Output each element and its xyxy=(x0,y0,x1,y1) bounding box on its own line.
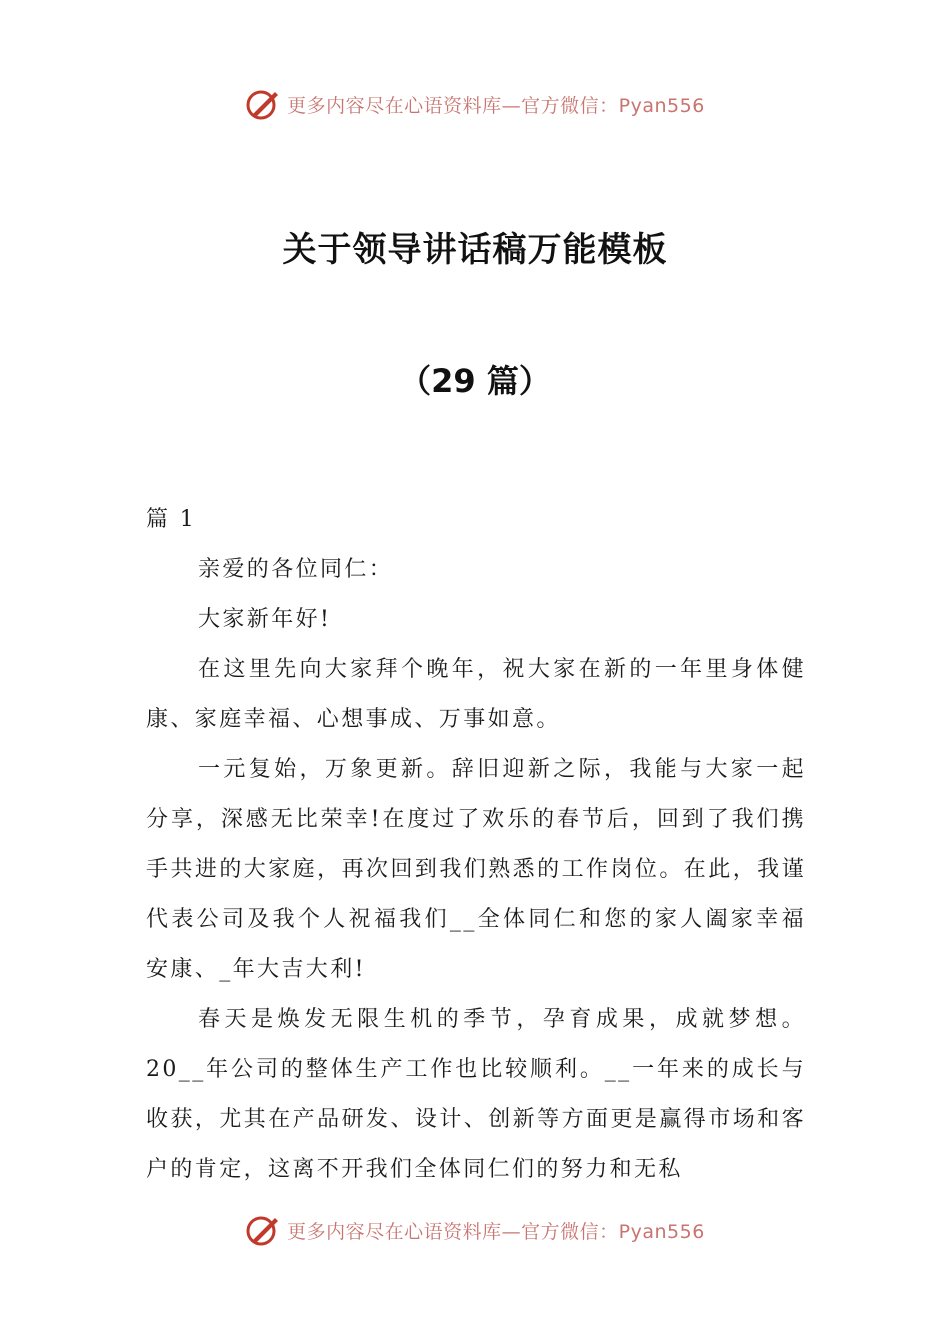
paragraph-greeting: 大家新年好! xyxy=(198,607,332,632)
document-body xyxy=(146,495,806,1195)
document-subtitle: （29 篇） xyxy=(399,362,551,400)
wechat-id: Pyan556 xyxy=(618,94,705,117)
watermark-text: 更多内容尽在心语资料库—官方微信：Pyan556 xyxy=(287,94,705,117)
document-title: 关于领导讲话稿万能模板 xyxy=(282,230,668,270)
quill-logo-icon xyxy=(245,86,281,122)
section-label: 篇 1 xyxy=(146,507,197,532)
wechat-id: Pyan556 xyxy=(618,1220,705,1243)
footer-watermark xyxy=(0,1208,950,1252)
quill-logo-icon xyxy=(245,1212,281,1248)
watermark-text: 更多内容尽在心语资料库—官方微信：Pyan556 xyxy=(287,1220,705,1243)
paragraph-spring: 春天是焕发无限生机的季节，孕育成果，成就梦想。20__年公司的整体生产工作也比较顺利。__一年来的成长与收获，尤其在产品研发、设计、创新等方面更是赢得市场和客户的肯定，这离不开我们全体同仁们的努力和无私 xyxy=(146,1007,806,1182)
paragraph-salutation: 亲爱的各位同仁： xyxy=(198,557,394,582)
paragraph-new-year: 一元复始，万象更新。辞旧迎新之际，我能与大家一起分享，深感无比荣幸!在度过了欢乐的春节后，回到了我们携手共进的大家庭，再次回到我们熟悉的工作岗位。在此，我谨代表公司及我个人祝福我们__全体同仁和您的家人阖家幸福安康、_年大吉大利! xyxy=(146,757,806,982)
header-watermark xyxy=(0,82,950,126)
paragraph-blessing: 在这里先向大家拜个晚年，祝大家在新的一年里身体健康、家庭幸福、心想事成、万事如意。 xyxy=(146,657,806,732)
